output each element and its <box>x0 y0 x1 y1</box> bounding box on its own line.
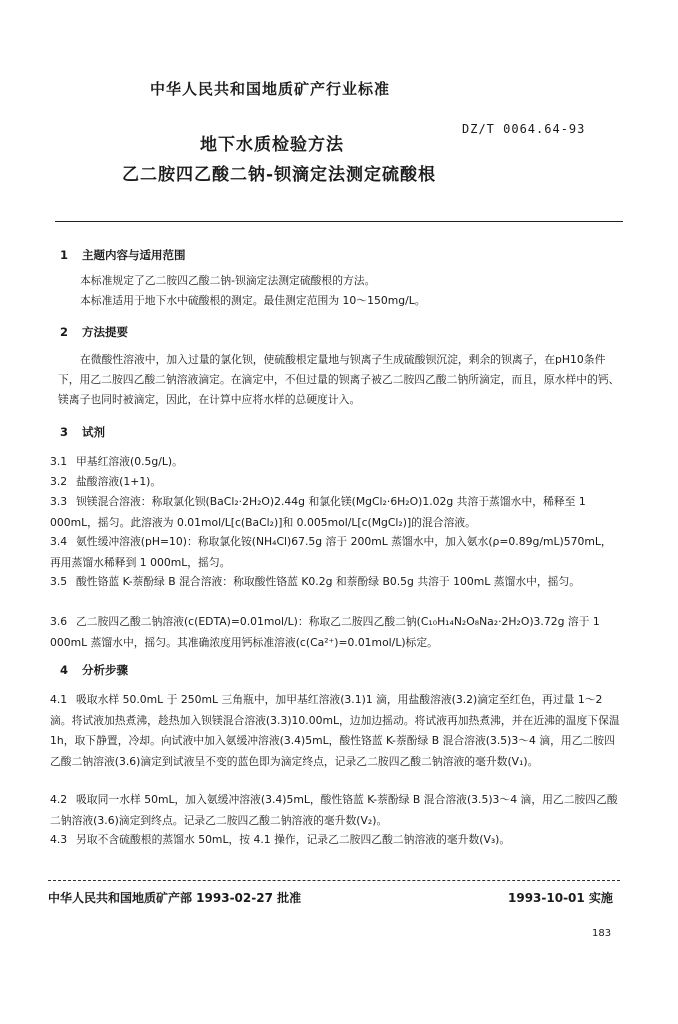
section-number: 3 <box>60 425 69 439</box>
list-item <box>50 612 622 653</box>
section-number: 4 <box>60 663 69 677</box>
item-text: 另取不含硫酸根的蒸馏水 50mL，按 4.1 操作，记录乙二胺四乙酸二钠溶液的毫升数(V₃)。 <box>76 833 511 846</box>
document-title: 地下水质检验方法 <box>200 135 344 155</box>
section-number: 1 <box>60 248 69 262</box>
ministry-header: 中华人民共和国地质矿产行业标准 <box>150 80 391 98</box>
effective-date: 1993-10-01 实施 <box>508 891 613 905</box>
list-item <box>50 572 622 593</box>
section-3-heading <box>60 424 105 440</box>
list-item <box>50 790 622 831</box>
section-title: 方法提要 <box>82 325 128 339</box>
page-number: 183 <box>592 928 612 939</box>
item-number: 3.1 <box>50 455 68 468</box>
section-2-heading <box>60 324 128 340</box>
item-number: 3.6 <box>50 615 68 628</box>
item-number: 3.5 <box>50 575 68 588</box>
list-item <box>50 690 622 772</box>
item-number: 4.2 <box>50 793 68 806</box>
item-number: 4.1 <box>50 693 68 706</box>
list-item <box>50 452 622 473</box>
section-1-heading <box>60 247 186 263</box>
item-text: 乙二胺四乙酸二钠溶液(c(EDTA)=0.01mol/L)：称取乙二胺四乙酸二钠(C₁₀H₁₄N₂O₈Na₂·2H₂O)3.72g 溶于 1 000mL 蒸馏水中，摇匀。其准确浓度用钙标准溶液(c(Ca²⁺)=0.01mol/L)标定。 <box>50 615 600 649</box>
header-divider <box>55 221 623 222</box>
section-number: 2 <box>60 325 69 339</box>
item-number: 3.2 <box>50 475 68 488</box>
item-text: 氨性缓冲溶液(pH=10)：称取氯化铵(NH₄Cl)67.5g 溶于 200mL 蒸馏水中，加入氨水(ρ=0.89g/mL)570mL，再用蒸馏水稀释到 1 000mL，摇匀。 <box>50 535 612 569</box>
section-title: 分析步骤 <box>82 663 128 677</box>
approval-date: 中华人民共和国地质矿产部 1993-02-27 批准 <box>48 891 302 905</box>
paragraph: 本标准规定了乙二胺四乙酸二钠-钡滴定法测定硫酸根的方法。 <box>80 274 376 287</box>
paragraph: 本标准适用于地下水中硫酸根的测定。最佳测定范围为 10～150mg/L。 <box>80 294 426 307</box>
section-4-heading <box>60 662 128 678</box>
standard-code: DZ/T 0064.64-93 <box>462 122 586 136</box>
item-text: 酸性铬蓝 K-萘酚绿 B 混合溶液：称取酸性铬蓝 K0.2g 和萘酚绿 B0.5g 共溶于 100mL 蒸馏水中，摇匀。 <box>76 575 581 588</box>
item-text: 盐酸溶液(1+1)。 <box>76 475 162 488</box>
item-number: 3.3 <box>50 495 68 508</box>
item-text: 吸取同一水样 50mL，加入氨缓冲溶液(3.4)5mL，酸性铬蓝 K-萘酚绿 B 混合溶液(3.5)3～4 滴，用乙二胺四乙酸二钠溶液(3.6)滴定到终点。记录乙二胺四乙酸二钠溶液的毫升数(V₂)。 <box>50 793 618 827</box>
item-text: 甲基红溶液(0.5g/L)。 <box>76 455 183 468</box>
document-subtitle: 乙二胺四乙酸二钠-钡滴定法测定硫酸根 <box>122 165 437 185</box>
paragraph: 在微酸性溶液中，加入过量的氯化钡，使硫酸根定量地与钡离子生成硫酸钡沉淀，剩余的钡离子，在pH10条件下，用乙二胺四乙酸二钠溶液滴定。在滴定中，不但过量的钡离子被乙二胺四乙酸二钠所滴定，而且，原水样中的钙、镁离子也同时被滴定，因此，在计算中应将水样的总硬度计入。 <box>58 353 620 406</box>
item-text: 钡镁混合溶液：称取氯化钡(BaCl₂·2H₂O)2.44g 和氯化镁(MgCl₂·6H₂O)1.02g 共溶于蒸馏水中，稀释至 1 000mL，摇匀。此溶液为 0.01mol/L[c(BaCl₂)]和 0.005mol/L[c(MgCl₂)]的混合溶液。 <box>50 495 586 529</box>
item-text: 吸取水样 50.0mL 于 250mL 三角瓶中，加甲基红溶液(3.1)1 滴，用盐酸溶液(3.2)滴定至红色，再过量 1～2 滴。将试液加热煮沸，趁热加入钡镁混合溶液(3.3)10.00mL，边加边摇动。将试液再加热煮沸，并在近沸的温度下保温 1h，取下静置，冷却。向试液中加入氨缓冲溶液(3.4)5mL，酸性铬蓝 K-萘酚绿 B 混合溶液(3.5)3～4 滴，用乙二胺四乙酸二钠溶液(3.6)滴定到试液呈不变的蓝色即为滴定终点，记录乙二胺四乙酸二钠溶液的毫升数(V₁)。 <box>50 693 620 768</box>
list-item <box>50 492 622 533</box>
section-title: 主题内容与适用范围 <box>82 248 186 262</box>
list-item <box>50 830 622 851</box>
item-number: 4.3 <box>50 833 68 846</box>
list-item <box>50 472 622 493</box>
item-number: 3.4 <box>50 535 68 548</box>
footer-divider <box>48 880 620 881</box>
section-title: 试剂 <box>82 425 105 439</box>
list-item <box>50 532 622 573</box>
